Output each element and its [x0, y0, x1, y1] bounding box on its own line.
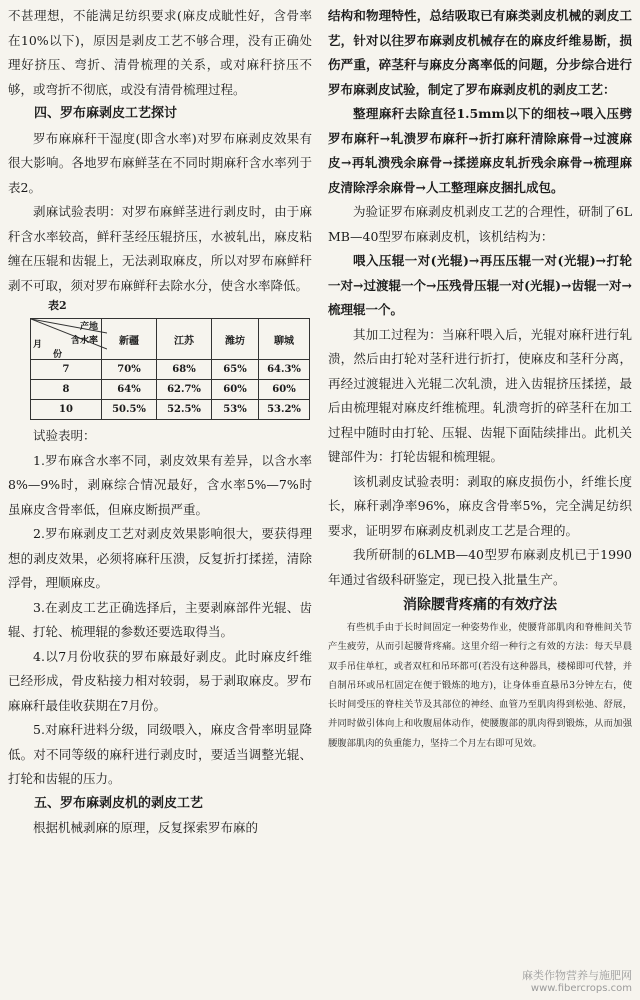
- table-header-cell: 聊城: [259, 319, 310, 360]
- paragraph: 罗布麻麻秆干湿度(即含水率)对罗布麻剥皮效果有很大影响。各地罗布麻鲜茎在不同时期麻秆含水率列于表2。: [8, 130, 312, 195]
- paragraph: 1.罗布麻含水率不同，剥皮效果有差异，以含水率8%—9%时，剥麻综合情况最好，含水率5%—7%时虽麻皮含骨率低，但麻皮断损严重。: [8, 452, 312, 517]
- table-cell-month: 8: [31, 380, 102, 400]
- table-cell-month: 10: [31, 400, 102, 420]
- table-cell: 52.5%: [157, 400, 212, 420]
- table-cell: 62.7%: [157, 380, 212, 400]
- table-row: [31, 400, 310, 420]
- paragraph: 4.以7月份收获的罗布麻最好剥皮。此时麻皮纤维已经形成，骨皮粘接力相对较弱，易于剥取麻皮。罗布麻麻秆最佳收获期在7月份。: [8, 648, 312, 713]
- table-cell: 68%: [157, 360, 212, 380]
- table-cell: 60%: [212, 380, 259, 400]
- bold-block: [328, 4, 632, 200]
- table-cell: 53.2%: [259, 400, 310, 420]
- corner-label-place: 产地: [79, 322, 98, 332]
- article-title: 消除腰背疼痛的有效疗法: [403, 597, 557, 613]
- table-cell: 64.3%: [259, 360, 310, 380]
- table-cell: 53%: [212, 400, 259, 420]
- machine-structure: 喂入压辊一对(光辊)→再压压辊一对(光辊)→打轮一对→过渡辊一个→压残骨压辊一对(光辊)→齿辊一对→梳理辊一个。: [328, 253, 632, 317]
- table-corner-cell: [31, 319, 102, 360]
- table-header-cell: 江苏: [157, 319, 212, 360]
- paragraph: 5.对麻秆进料分级，同级喂入，麻皮含骨率明显降低。对不同等级的麻秆进行剥皮时，要适当调整光辊、打轮和齿辊的压力。: [8, 722, 312, 786]
- watermark-site-name: 麻类作物营养与施肥网: [522, 969, 632, 982]
- paragraph: 根据机械剥麻的原理，反复探索罗布麻的: [33, 820, 259, 835]
- paragraph: 该机剥皮试验表明：剥取的麻皮损伤小，纤维长度长，麻秆剥净率96%，麻皮含骨率5%，完全满足纺织要求，证明罗布麻剥皮机剥皮工艺是合理的。: [328, 473, 632, 538]
- paragraph: 其加工过程为：当麻秆喂入后，光辊对麻秆进行轧溃，然后由打轮对茎秆进行折打，使麻皮和茎秆分离，再经过渡辊进入光辊二次轧溃，进入齿辊挤压揉搓，最后由梳理辊对麻皮纤维梳理。轧溃弯折的碎茎秆在加工过程中随时由打轮、压辊、齿辊下面陆续排出。此机关键部件为：打轮齿辊和梳理辊。: [328, 326, 632, 464]
- table-cell: 70%: [102, 360, 157, 380]
- left-column: [8, 4, 312, 841]
- table-cell: 60%: [259, 380, 310, 400]
- table-row: [31, 360, 310, 380]
- table-header-row: [31, 319, 310, 360]
- corner-label-month: 月: [33, 340, 43, 350]
- table-cell-month: 7: [31, 360, 102, 380]
- table-row: [31, 380, 310, 400]
- paragraph: 剥麻试验表明：对罗布麻鲜茎进行剥皮时，由于麻秆含水率较高，鲜秆茎经压辊挤压，水被轧出，麻皮粘缠在压辊和齿辊上，无法剥取麻皮，所以对罗布麻鲜秆剥不可取，须对罗布麻鲜秆去除水分，使含水率降低。: [8, 204, 312, 293]
- paragraph: 试验表明：: [33, 428, 96, 443]
- paragraph: 3.在剥皮工艺正确选择后，主要剥麻部件光辊、齿辊、打轮、梳理辊的参数还要选取得当。: [8, 599, 312, 639]
- table-caption: 表2: [48, 299, 67, 312]
- paragraph: 结构和物理特性，总结吸取已有麻类剥皮机械的剥皮工艺，针对以往罗布麻剥皮机械存在的麻皮纤维易断，损伤严重，碎茎秆与麻皮分离率低的问题，分步综合进行罗布麻剥皮试验，制定了罗布麻剥皮机的剥皮工艺：: [328, 8, 632, 97]
- paragraph: 我所研制的6LMB—40型罗布麻剥皮机已于1990年通过省级科研鉴定，现已投入批量生产。: [328, 547, 632, 587]
- right-column: [328, 4, 632, 753]
- paragraph: 2.罗布麻剥皮工艺对剥皮效果影响很大，要获得理想的剥皮效果，必须将麻秆压溃，反复折打揉搓，清除浮骨，理顺麻皮。: [8, 526, 312, 590]
- watermark-url: www.fibercrops.com: [530, 983, 632, 994]
- table-cell: 65%: [212, 360, 259, 380]
- table-cell: 50.5%: [102, 400, 157, 420]
- corner-label-rate: 含水率: [70, 336, 98, 346]
- table-header-cell: 新疆: [102, 319, 157, 360]
- paragraph: 有些机手由于长时间固定一种姿势作业，使腰背部肌肉和脊椎间关节产生疲劳，从而引起腰背疼痛。这里介绍一种行之有效的方法：每天早晨双手吊住单杠，或者双杠和吊环都可(若没有这种器具，楼梯即可代替，并自制吊环或吊杠固定在便于锻炼的地方)，让身体垂直悬吊3分钟左右，使长时间受压的脊柱关节及其部位的神经、血管乃至肌肉得到松弛、舒展，并同时做引体向上和收腹屈体动作，使腰腹部的肌肉得到锻炼，从而加强腰腹部肌肉的负重能力，坚持二个月左右即可见效。: [328, 622, 632, 749]
- moisture-table: [30, 318, 310, 420]
- intro-paragraph: 不甚理想，不能满足纺织要求(麻皮成眦性好，含骨率在10%以下)，原因是剥皮工艺不够合理，没有正确处理好挤压、弯折、清骨梳理的关系，或对麻秆挤压不够，或弯折不彻底，或没有清骨梳理过程。: [8, 8, 312, 97]
- section-4-heading: 四、罗布麻剥皮工艺探讨: [34, 106, 178, 121]
- process-steps: 整理麻秆去除直径1.5mm以下的细枝→喂入压劈罗布麻秆→轧溃罗布麻秆→折打麻秆清除麻骨→过渡麻皮→再轧溃残余麻骨→揉搓麻皮轧折残余麻骨→梳理麻皮清除浮余麻骨→人工整理麻皮捆扎成包。: [328, 106, 632, 195]
- section-5-heading: 五、罗布麻剥皮机的剥皮工艺: [34, 795, 204, 811]
- paragraph: 为验证罗布麻剥皮机剥皮工艺的合理性，研制了6LMB—40型罗布麻剥皮机，该机结构为：: [328, 204, 632, 244]
- watermark: [522, 967, 632, 994]
- corner-label-part: 份: [53, 350, 63, 360]
- table-header-cell: 潍坊: [212, 319, 259, 360]
- table-cell: 64%: [102, 380, 157, 400]
- small-article: [328, 618, 632, 753]
